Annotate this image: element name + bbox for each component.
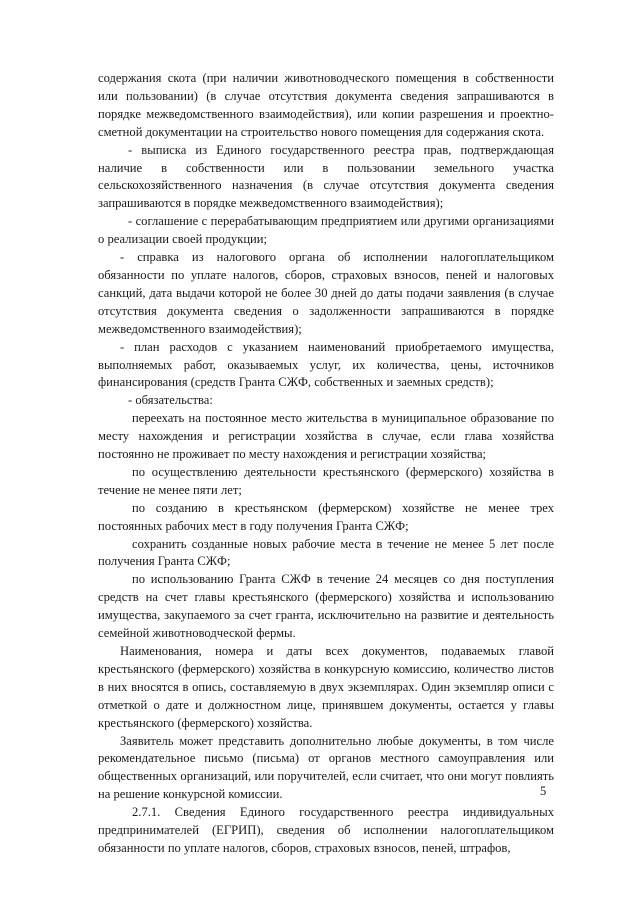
document-page: [98, 70, 554, 858]
paragraph-section-2-7-1: 2.7.1. Сведения Единого государственного реестра индивидуальных предпринимателей (ЕГРИП), сведения об исполнении налогоплательщиком обязанности по уплате налогов, сборов, страховых взносов, пеней, штрафов,: [98, 805, 554, 855]
paragraph-additional-documents: Заявитель может представить дополнительно любые документы, в том числе рекомендательное письмо (письма) от органов местного самоуправления или общественных организаций, или поручителей, если считает, что они могут повлиять на решение конкурсной комиссии.: [98, 733, 554, 802]
page-number: 5: [540, 784, 547, 798]
paragraph-obligation-jobs: по созданию в крестьянском (фермерском) хозяйстве не менее трех постоянных рабочих мест в году получения Гранта СЖФ;: [98, 500, 554, 533]
paragraph-processing-agreement: - соглашение с перерабатывающим предприятием или другими организациями о реализации своей продукции;: [98, 214, 554, 247]
paragraph-egrp-extract: - выписка из Единого государственного реестра прав, подтверждающая наличие в собственности или в пользовании земельного участка сельскохозяйственного назначения (в случае отсутствия документа сведения запрашиваются в порядке межведомственного взаимодействия);: [98, 142, 554, 211]
paragraph-obligation-keep-jobs: сохранить созданные новых рабочие места в течение не менее 5 лет после получения Гранта СЖФ;: [98, 536, 554, 569]
paragraph-document-inventory: Наименования, номера и даты всех документов, подаваемых главой крестьянского (фермерского) хозяйства в конкурсную комиссию, количество листов в них вносятся в опись, составляемую в двух экземплярах. Один экземпляр описи с отметкой о дате и должностном лице, принявшем документы, остается у главы крестьянского (фермерского) хозяйства.: [98, 644, 554, 730]
paragraph-livestock-premises: содержания скота (при наличии животноводческого помещения в собственности или пользовании) (в случае отсутствия документа сведения запрашиваются в порядке межведомственного взаимодействия), или копии разрешения и проектно-сметной документации на строительство нового помещения для содержания скота.: [98, 71, 554, 139]
paragraph-obligation-relocate: переехать на постоянное место жительства в муниципальное образование по месту нахождения и регистрации хозяйства в случае, если глава хозяйства постоянно не проживает по месту нахождения и регистрации хозяйства;: [98, 411, 554, 462]
paragraph-obligations-heading: - обязательства:: [128, 393, 213, 408]
paragraph-obligation-grant-use: по использованию Гранта СЖФ в течение 24 месяцев со дня поступления средств на счет главы крестьянского (фермерского) хозяйства и использованию имущества, закупаемого за счет гранта, исключительно на развитие и деятельность семейной животноводческой фермы.: [98, 572, 554, 641]
paragraph-expense-plan: - план расходов с указанием наименований приобретаемого имущества, выполняемых работ, оказываемых услуг, их количества, цены, источников финансирования (средств Гранта СЖФ, собственных и заемных средств);: [98, 339, 554, 390]
paragraph-obligation-activity: по осуществлению деятельности крестьянского (фермерского) хозяйства в течение не менее пяти лет;: [98, 464, 554, 497]
paragraph-tax-certificate: - справка из налогового органа об исполнении налогоплательщиком обязанности по уплате налогов, сборов, страховых взносов, пеней и налоговых санкций, дата выдачи которой не более 30 дней до даты подачи заявления (в случае отсутствия документа сведения о задолженности запрашиваются в порядке межведомственного взаимодействия);: [98, 250, 554, 336]
